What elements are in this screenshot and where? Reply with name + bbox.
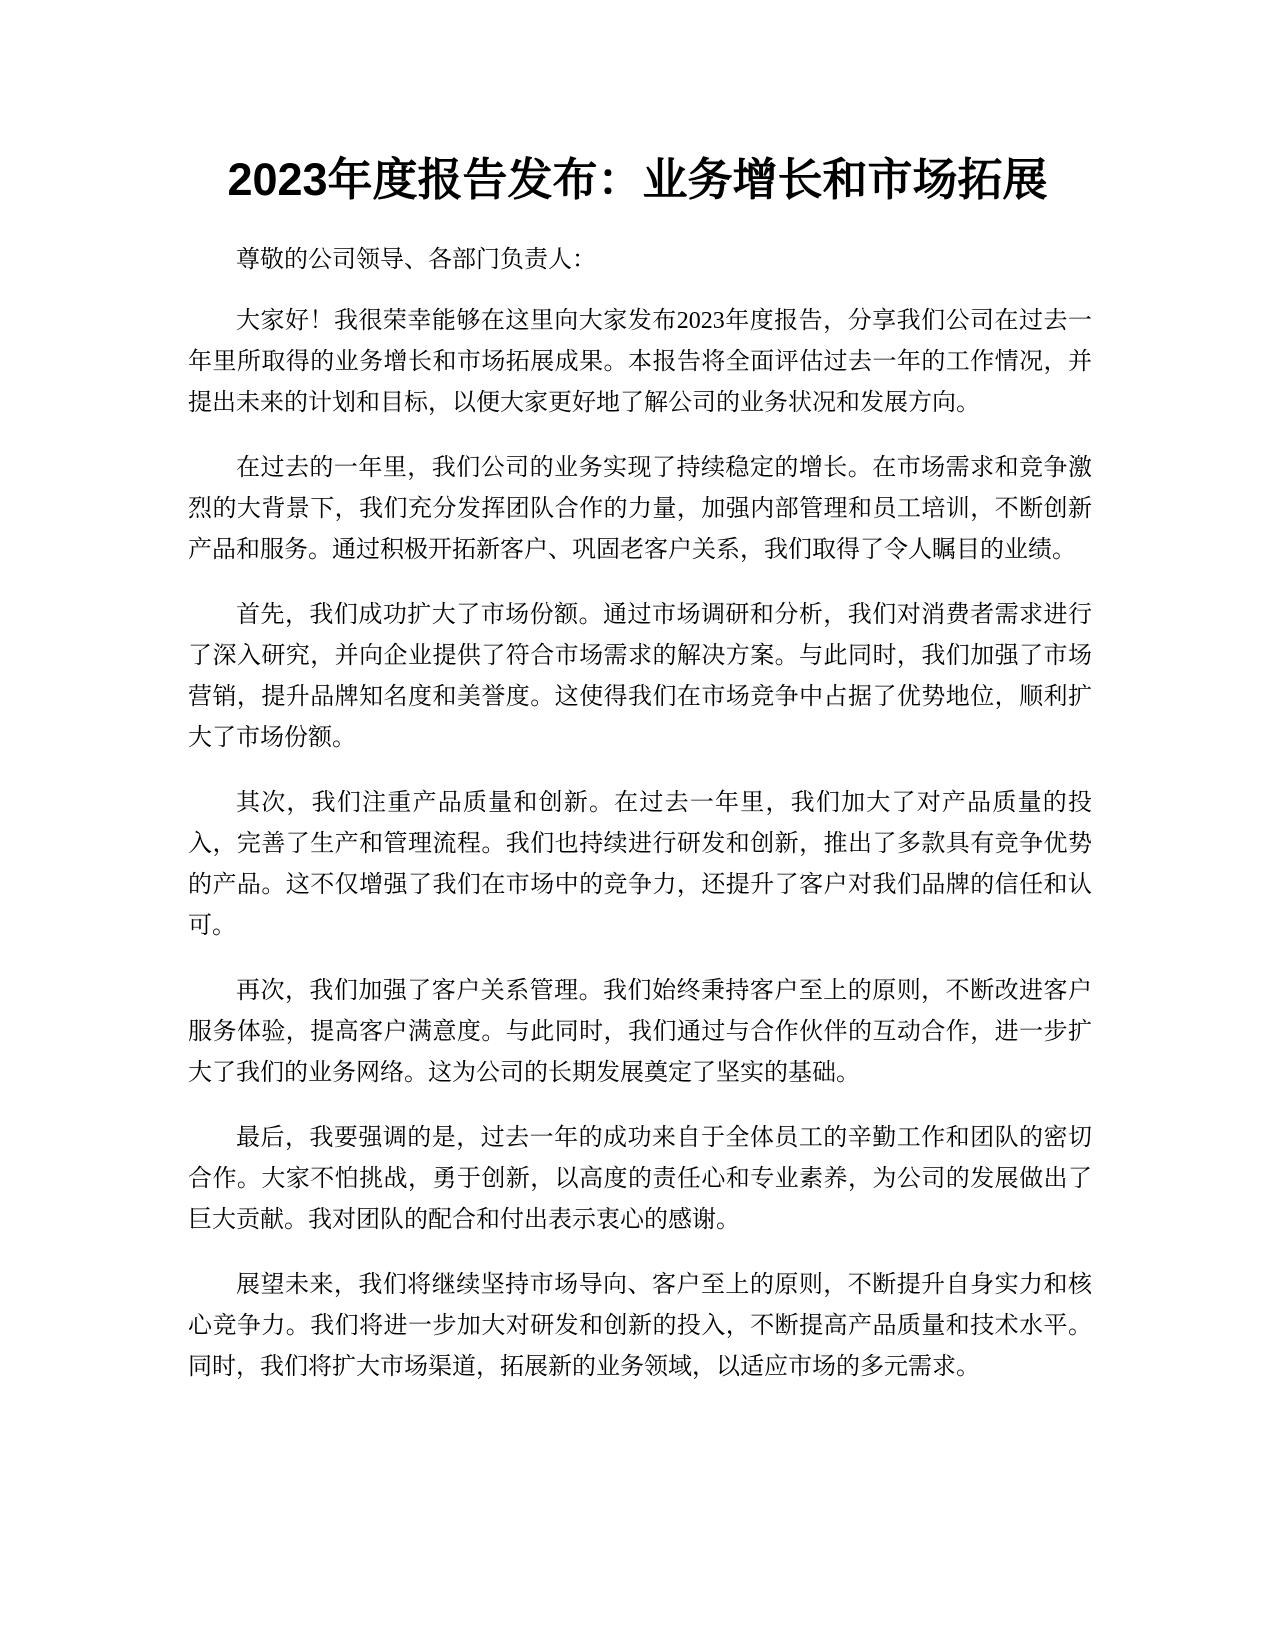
- document-body: [188, 240, 1092, 1412]
- document-title: 2023年度报告发布：业务增长和市场拓展: [227, 154, 1048, 205]
- paragraph-growth: 在过去的一年里，我们公司的业务实现了持续稳定的增长。在市场需求和竞争激烈的大背景下，我们充分发挥团队合作的力量，加强内部管理和员工培训，不断创新产品和服务。通过积极开拓新客户、巩固老客户关系，我们取得了令人瞩目的业绩。: [188, 455, 1092, 563]
- paragraph-teamwork: 最后，我要强调的是，过去一年的成功来自于全体员工的辛勤工作和团队的密切合作。大家不怕挑战，勇于创新，以高度的责任心和专业素养，为公司的发展做出了巨大贡献。我对团队的配合和付出表示衷心的感谢。: [188, 1125, 1092, 1233]
- salutation: 尊敬的公司领导、各部门负责人：: [236, 247, 596, 273]
- paragraph-outlook: 展望未来，我们将继续坚持市场导向、客户至上的原则，不断提升自身实力和核心竞争力。我们将进一步加大对研发和创新的投入，不断提高产品质量和技术水平。同时，我们将扩大市场渠道，拓展新的业务领域，以适应市场的多元需求。: [188, 1272, 1092, 1380]
- paragraph-greeting: 大家好！我很荣幸能够在这里向大家发布2023年度报告，分享我们公司在过去一年里所取得的业务增长和市场拓展成果。本报告将全面评估过去一年的工作情况，并提出未来的计划和目标，以便大家更好地了解公司的业务状况和发展方向。: [188, 308, 1092, 416]
- paragraph-quality: 其次，我们注重产品质量和创新。在过去一年里，我们加大了对产品质量的投入，完善了生产和管理流程。我们也持续进行研发和创新，推出了多款具有竞争优势的产品。这不仅增强了我们在市场中的竞争力，还提升了客户对我们品牌的信任和认可。: [188, 790, 1092, 939]
- paragraph-market-share: 首先，我们成功扩大了市场份额。通过市场调研和分析，我们对消费者需求进行了深入研究，并向企业提供了符合市场需求的解决方案。与此同时，我们加强了市场营销，提升品牌知名度和美誉度。这使得我们在市场竞争中占据了优势地位，顺利扩大了市场份额。: [188, 602, 1092, 751]
- paragraph-customer-relations: 再次，我们加强了客户关系管理。我们始终秉持客户至上的原则，不断改进客户服务体验，提高客户满意度。与此同时，我们通过与合作伙伴的互动合作，进一步扩大了我们的业务网络。这为公司的长期发展奠定了坚实的基础。: [188, 978, 1092, 1086]
